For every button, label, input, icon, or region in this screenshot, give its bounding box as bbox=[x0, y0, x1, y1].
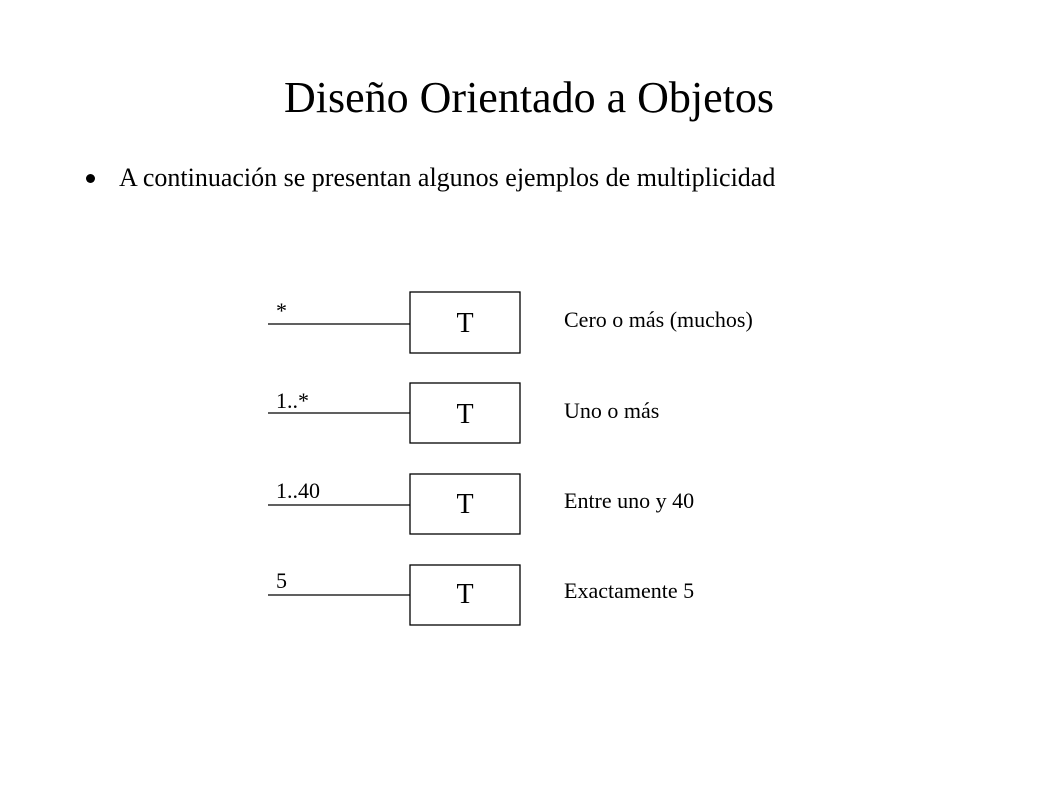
multiplicity-row-one-or-more bbox=[268, 383, 659, 443]
multiplicity-description: Uno o más bbox=[564, 398, 660, 423]
bullet-text: A continuación se presentan algunos ejemplos de multiplicidad bbox=[119, 163, 776, 192]
multiplicity-description: Entre uno y 40 bbox=[564, 488, 695, 513]
slide-title: Diseño Orientado a Objetos bbox=[284, 73, 774, 122]
multiplicity-label: * bbox=[276, 298, 287, 323]
class-name: T bbox=[456, 579, 474, 610]
multiplicity-label: 5 bbox=[276, 568, 287, 593]
class-name: T bbox=[456, 308, 474, 339]
multiplicity-description: Exactamente 5 bbox=[564, 578, 695, 603]
multiplicity-row-one-to-forty bbox=[268, 474, 694, 534]
multiplicity-row-exactly-five bbox=[268, 565, 694, 625]
multiplicity-label: 1..* bbox=[276, 388, 309, 413]
class-name: T bbox=[456, 399, 474, 430]
class-name: T bbox=[456, 489, 474, 520]
multiplicity-label: 1..40 bbox=[276, 478, 320, 503]
multiplicity-row-zero-or-more bbox=[268, 292, 753, 353]
multiplicity-description: Cero o más (muchos) bbox=[564, 307, 753, 332]
